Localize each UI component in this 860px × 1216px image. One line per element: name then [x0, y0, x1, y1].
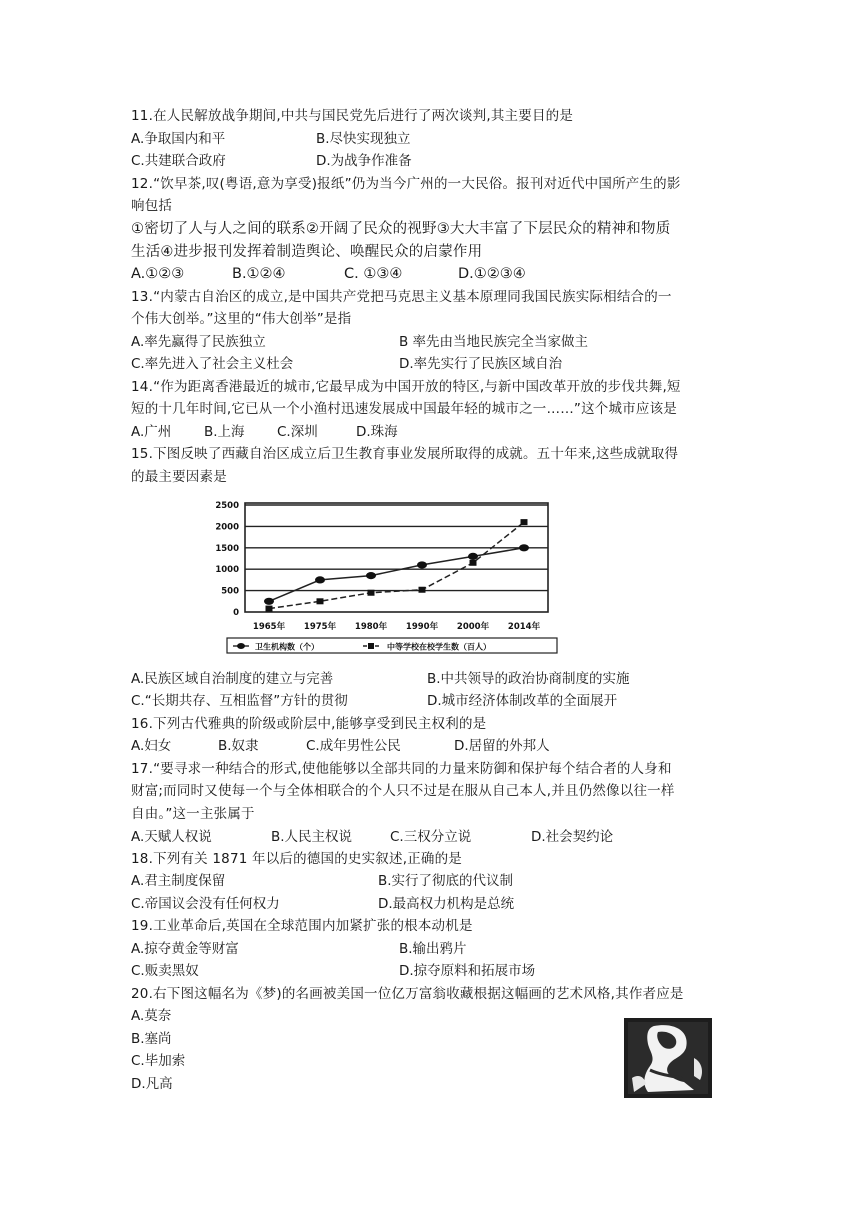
q15-option-b: B.中共领导的政治协商制度的实施 [427, 671, 630, 687]
q14-option-d: D.珠海 [356, 424, 398, 440]
q16-option-a: A.妇女 [131, 738, 172, 754]
q18-option-b: B.实行了彻底的代议制 [378, 873, 514, 889]
q13-option-b: B 率先由当地民族完全当家做主 [399, 334, 589, 350]
y-tick-label: 500 [221, 586, 239, 597]
question-13-stem-line1: 13.“内蒙古自治区的成立,是中国共产党把马克思主义基本原理同我国民族实际相结合的一 [131, 289, 672, 305]
plot-frame [245, 503, 548, 612]
q14-option-c: C.深圳 [277, 424, 318, 440]
legend-marker-series-2 [368, 643, 374, 649]
question-12-stem-line3: ①密切了人与人之间的联系②开阔了民众的视野③大大丰富了下层民众的精神和物质 [131, 221, 671, 237]
y-tick-label: 1000 [215, 565, 239, 576]
q12-option-a: A.①②③ [131, 266, 185, 282]
legend-marker-series-1 [237, 643, 245, 649]
y-tick-label: 1500 [215, 543, 239, 554]
data-point-circle [519, 544, 529, 551]
series-line [269, 522, 524, 608]
data-point-circle [468, 553, 478, 560]
q16-option-d: D.居留的外邦人 [454, 738, 550, 754]
painting-image [624, 1018, 712, 1098]
data-point-square [317, 598, 324, 604]
x-tick-label: 1990年 [405, 622, 439, 632]
data-point-circle [366, 572, 376, 579]
q20-option-a: A.莫奈 [131, 1008, 172, 1024]
q15-option-a: A.民族区域自治制度的建立与完善 [131, 671, 334, 687]
data-point-square [470, 560, 477, 566]
q15-option-d: D.城市经济体制改革的全面展开 [427, 693, 618, 709]
legend-label-series-1: 卫生机构数（个） [255, 642, 319, 652]
q14-option-b: B.上海 [204, 424, 245, 440]
q18-option-c: C.帝国议会没有任何权力 [131, 896, 280, 912]
q12-option-c: C. ①③④ [344, 266, 403, 282]
question-17-stem-line2: 财富;而同时又使每一个与全体相联合的个人只不过是在服从自己本人,并且仍然像以往一样 [131, 783, 675, 799]
x-tick-label: 1980年 [354, 622, 388, 632]
y-tick-label: 0 [233, 608, 239, 618]
q16-option-c: C.成年男性公民 [306, 738, 401, 754]
question-20-stem: 20.右下图这幅名为《梦)的名画被美国一位亿万富翁收藏根据这幅画的艺术风格,其作者应是 [131, 986, 684, 1002]
question-15-stem-line2: 的最主要因素是 [131, 469, 227, 485]
q16-option-b: B.奴隶 [218, 738, 259, 754]
q19-option-b: B.输出鸦片 [399, 941, 467, 957]
question-19-stem: 19.工业革命后,英国在全球范围内加紧扩张的根本动机是 [131, 918, 473, 934]
question-12-stem-line1: 12.“饮早茶,叹(粤语,意为享受)报纸”仍为当今广州的一大民俗。报刊对近代中国所产生的影 [131, 176, 681, 192]
q19-option-c: C.贩卖黑奴 [131, 963, 199, 979]
q20-option-c: C.毕加索 [131, 1053, 186, 1069]
q14-option-a: A.广州 [131, 424, 172, 440]
q13-option-a: A.率先赢得了民族独立 [131, 334, 266, 350]
q20-option-b: B.塞尚 [131, 1031, 172, 1047]
series-line [269, 548, 524, 602]
question-15-stem-line1: 15.下图反映了西藏自治区成立后卫生教育事业发展所取得的成就。五十年来,这些成就取得 [131, 446, 679, 462]
q13-option-d: D.率先实行了民族区域自治 [399, 356, 563, 372]
data-point-circle [264, 598, 274, 605]
question-17-stem-line1: 17.“要寻求一种结合的形式,使他能够以全部共同的力量来防御和保护每个结合者的人身和 [131, 761, 672, 777]
q19-option-d: D.掠夺原料和拓展市场 [399, 963, 536, 979]
q11-option-a: A.争取国内和平 [131, 131, 226, 147]
q15-option-c: C.“长期共存、互相监督”方针的贯彻 [131, 693, 348, 709]
legend-label-series-2: 中等学校在校学生数（百人） [387, 642, 491, 652]
q20-option-d: D.凡高 [131, 1076, 173, 1092]
q17-option-b: B.人民主权说 [271, 829, 353, 845]
q12-option-b: B.①②④ [232, 266, 286, 282]
data-point-square [368, 590, 375, 596]
question-17-stem-line3: 自由。”这一主张属于 [131, 806, 255, 822]
question-12-stem-line4: 生活④进步报刊发挥着制造舆论、唤醒民众的启蒙作用 [131, 244, 483, 260]
question-12-stem-line2: 响包括 [131, 198, 173, 214]
q17-option-c: C.三权分立说 [390, 829, 472, 845]
question-16-stem: 16.下列古代雅典的阶级或阶层中,能够享受到民主权利的是 [131, 716, 487, 732]
q11-option-c: C.共建联合政府 [131, 153, 226, 169]
question-11-stem: 11.在人民解放战争期间,中共与国民党先后进行了两次谈判,其主要目的是 [131, 108, 574, 124]
data-point-square [521, 519, 528, 525]
x-tick-label: 1975年 [303, 622, 337, 632]
q19-option-a: A.掠夺黄金等财富 [131, 941, 239, 957]
question-18-stem: 18.下列有关 1871 年以后的德国的史实叙述,正确的是 [131, 851, 462, 867]
data-point-square [419, 587, 426, 593]
q11-option-b: B.尽快实现独立 [316, 131, 411, 147]
q18-option-a: A.君主制度保留 [131, 873, 226, 889]
q18-option-d: D.最高权力机构是总统 [378, 896, 515, 912]
question-14-stem-line2: 短的十几年时间,它已从一个小渔村迅速发展成中国最年轻的城市之一……”这个城市应该是 [131, 401, 677, 417]
q13-option-c: C.率先进入了社会主义杜会 [131, 356, 294, 372]
x-tick-label: 2000年 [456, 622, 490, 632]
x-tick-label: 2014年 [507, 622, 541, 632]
q17-option-d: D.社会契约论 [531, 829, 614, 845]
data-point-circle [315, 576, 325, 583]
data-point-circle [417, 561, 427, 568]
q12-option-d: D.①②③④ [458, 266, 526, 282]
x-tick-label: 1965年 [252, 622, 286, 632]
question-14-stem-line1: 14.“作为距离香港最近的城市,它最早成为中国开放的特区,与新中国改革开放的步伐共舞,短 [131, 379, 681, 395]
data-point-square [266, 606, 273, 612]
line-chart [205, 495, 560, 665]
q17-option-a: A.天赋人权说 [131, 829, 212, 845]
y-tick-label: 2000 [215, 522, 239, 533]
q11-option-d: D.为战争作准备 [316, 153, 412, 169]
y-tick-label: 2500 [215, 501, 239, 511]
question-13-stem-line2: 个伟大创举。”这里的“伟大创举”是指 [131, 311, 352, 327]
